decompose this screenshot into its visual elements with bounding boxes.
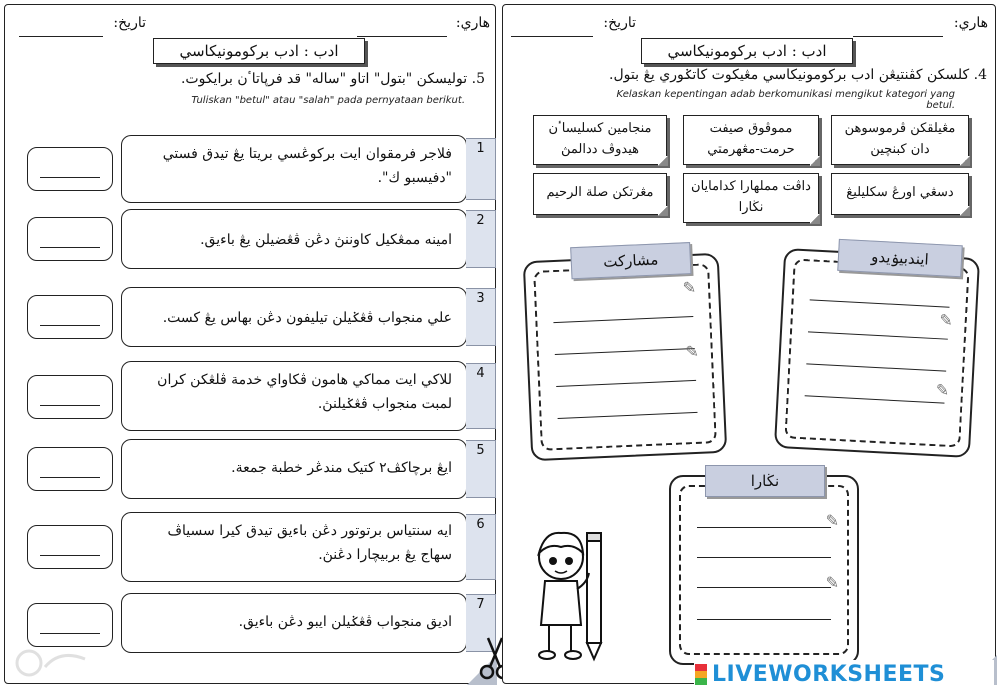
pencil-icon: ✎ — [682, 277, 697, 298]
answer-field-4[interactable] — [27, 375, 113, 419]
category-card-1[interactable] — [831, 115, 969, 165]
board-line — [697, 587, 831, 588]
liveworksheets-logo — [694, 660, 994, 688]
answer-field-6[interactable] — [27, 525, 113, 569]
answer-field-7[interactable] — [27, 603, 113, 647]
statement-3 — [121, 287, 467, 347]
statement-1 — [121, 135, 467, 203]
right-title-box: ادب : ادب بركومونيكاسي — [641, 38, 853, 64]
statement-number-7: 7 — [466, 594, 496, 652]
board-line — [697, 557, 831, 558]
pencil-icon: ✎ — [825, 511, 839, 530]
statement-number-6: 6 — [466, 514, 496, 580]
category-card-4[interactable] — [831, 173, 969, 215]
statement-5 — [121, 439, 467, 499]
pencil-icon: ✎ — [685, 341, 700, 362]
board-label-individual: ايندبيۏيدو — [837, 239, 963, 277]
statement-number-1: 1 — [466, 138, 496, 200]
board-label-community: مشاركت — [570, 242, 691, 279]
right-question-subtitle: Kelaskan kepentingan adab berkomunikasi mengikut kategori yang betul. — [616, 89, 955, 111]
category-card-3[interactable] — [533, 115, 667, 165]
answer-field-5[interactable] — [27, 447, 113, 491]
statement-number-3: 3 — [466, 288, 496, 346]
statement-2-text: امينه ممڠكيل كاوننڽ دڠن ڤڠضيلن يڠ باءيق. — [200, 232, 452, 248]
answer-field-1[interactable] — [27, 147, 113, 191]
category-card-6-text: مڠرتكن صلة الرحيم — [546, 185, 654, 200]
statement-number-5: 5 — [466, 440, 496, 498]
logo-mark-icon — [694, 664, 708, 685]
right-header-day-line — [853, 36, 943, 37]
statement-3-text: علي منجواب ڤڠݢيلن تيليفون دڠن بهاس يڠ كست. — [162, 310, 452, 326]
statement-1-text: فلاجر فرمقوان ايت بركوڠسي بريتا يڠ تيدق فستي "دفيسبو ك". — [162, 146, 452, 186]
board-label-country: نڬارا — [705, 465, 825, 497]
answer-field-2[interactable] — [27, 217, 113, 261]
category-card-5-text: داڤت مملهارا كدامايان نڬارا — [691, 179, 811, 215]
boy-with-pencil-illustration — [525, 525, 615, 665]
category-card-5[interactable] — [683, 173, 819, 223]
statement-number-2: 2 — [466, 210, 496, 268]
statement-2 — [121, 209, 467, 269]
logo-text[interactable]: LIVEWORKSHEETS — [712, 661, 946, 687]
category-card-3-text: منجامين كسليساٴن هيدوڤ ددالمڽ — [548, 121, 652, 157]
answer-field-3[interactable] — [27, 295, 113, 339]
drop-board-individual[interactable] — [774, 248, 980, 458]
pencil-icon: ✎ — [938, 310, 954, 330]
statement-number-4: 4 — [466, 363, 496, 429]
left-title-box: ادب : ادب بركومونيكاسي — [153, 38, 365, 64]
statement-7-text: اديق منجواب ڤڠݢيلن ايبو دڠن باءيق. — [238, 614, 452, 630]
right-question-heading: 4. كلسكن كڤنتيڠن ادب بركومونيكاسي مڠيكوت كاتݢوري يڠ بتول. — [609, 67, 987, 83]
left-header-day-label: هاري: — [455, 15, 490, 31]
statement-6 — [121, 512, 467, 582]
left-question-heading: 5. توليسكن "بتول" اتاو "ساله" قد فرڽاتاٴن برايكوت. — [180, 71, 485, 87]
right-header-day-label: هاري: — [953, 15, 988, 31]
category-card-2[interactable] — [683, 115, 819, 165]
left-question-subtitle: Tuliskan "betul" atau "salah" pada pernyataan berikut. — [191, 95, 465, 106]
statement-4-text: للاكي ايت مماكي هامون ڤکاواي خدمة ڤلڠكن كران لمبت منجواب ڤڠݢيلنڽ. — [157, 372, 452, 412]
drop-board-community[interactable] — [523, 250, 728, 461]
statement-6-text: ايه سنتياس برتوتور دڠن باءيق تيدق كيرا سسياڤ سهاج يڠ بربيچارا دڠنڽ. — [167, 523, 452, 563]
category-card-1-text: مڠيلقكن ڤرموسوهن دان كبنچين — [844, 121, 956, 157]
left-watermark-logo — [15, 645, 95, 679]
left-header-date-line — [19, 36, 103, 37]
statement-4 — [121, 361, 467, 431]
category-card-6[interactable] — [533, 173, 667, 215]
statement-5-text: ايڠ برچاكڤ٢ كتيک مندڠر خطبة جمعة. — [231, 460, 452, 476]
category-card-4-text: دسڠي اورڠ سكليليڠ — [846, 185, 954, 200]
pencil-icon: ✎ — [935, 380, 950, 400]
right-header-date-label: تاريخ: — [603, 15, 636, 31]
right-header-date-line — [511, 36, 593, 37]
left-worksheet-page — [4, 4, 496, 684]
drop-board-country[interactable] — [669, 472, 859, 665]
left-header-day-line — [357, 36, 447, 37]
board-line — [697, 527, 831, 528]
category-card-2-text: مموڤوق صيفت حرمت-مڠهرمتي — [707, 121, 795, 157]
statement-7 — [121, 593, 467, 653]
left-header-date-label: تاريخ: — [113, 15, 146, 31]
pencil-icon: ✎ — [825, 573, 839, 592]
board-line — [697, 619, 831, 620]
right-worksheet-page — [502, 4, 996, 684]
